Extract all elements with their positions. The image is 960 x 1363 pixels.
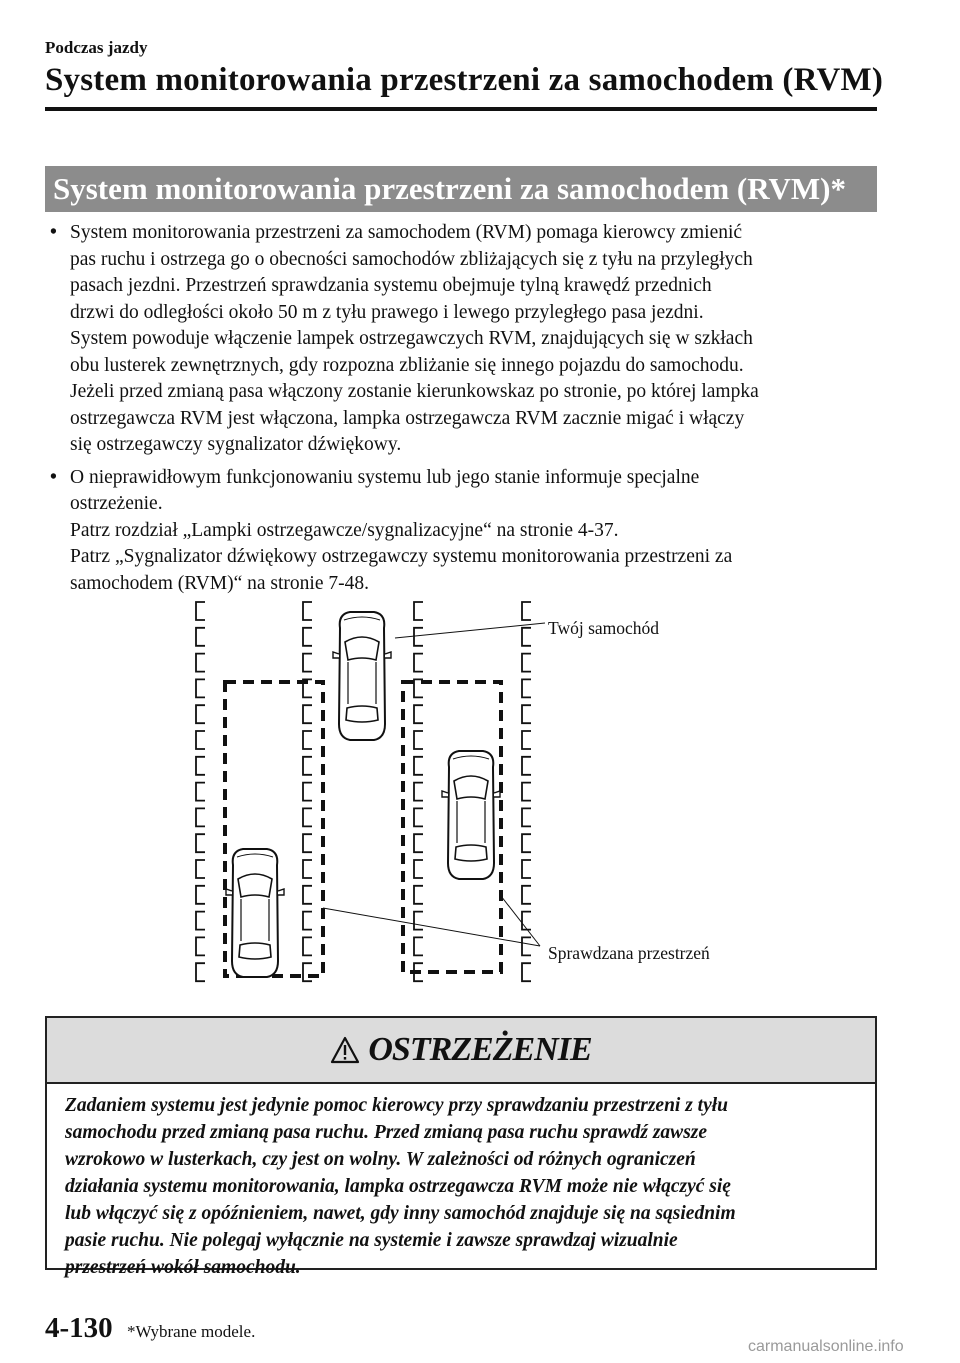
bullet-line: O nieprawidłowym funkcjonowaniu systemu lub jego stanie informuje specjalne — [70, 466, 700, 488]
lane-dash-marker — [522, 602, 531, 620]
bullet-list — [50, 220, 880, 603]
lane-dash-marker — [522, 705, 531, 723]
check-area-callout-line-right — [501, 896, 540, 946]
section-title-bar — [45, 166, 877, 212]
lane-dash-marker — [522, 860, 531, 878]
lane-dash-marker — [414, 654, 423, 672]
lane-dash-marker — [196, 912, 205, 930]
warning-line: lub włączyć się z opóźnieniem, nawet, gdy inny samochód znajduje się na sąsiednim — [65, 1203, 736, 1224]
lane-dash-marker — [303, 860, 312, 878]
warning-line: samochodu przed zmianą pasa ruchu. Przed zmianą pasa ruchu sprawdź zawsze — [65, 1122, 708, 1143]
lane-dash-marker — [303, 937, 312, 955]
car-top-view-icon — [226, 849, 284, 977]
bullet-line: Patrz rozdział „Lampki ostrzegawcze/sygnalizacyjne“ na stronie 4-37. — [70, 519, 619, 541]
lane-dash-marker — [303, 886, 312, 904]
lane-dash-marker — [196, 808, 205, 826]
lane-dash-marker — [303, 654, 312, 672]
lane-dash-marker — [303, 602, 312, 620]
bullet-line: się ostrzegawczy sygnalizator dźwiękowy. — [70, 434, 402, 455]
footnote: *Wybrane modele. — [127, 1322, 256, 1341]
car-top-view-icon — [333, 612, 391, 740]
bullet-item — [50, 220, 880, 459]
lane-dash-marker — [414, 808, 423, 826]
warning-line: przestrzeń wokół samochodu. — [65, 1257, 301, 1278]
lane-dash-marker — [414, 757, 423, 775]
lane-dash-marker — [414, 912, 423, 930]
lane-dash-marker — [522, 628, 531, 646]
page-number: 4-130 — [45, 1312, 113, 1344]
header-section-label: Podczas jazdy — [45, 38, 148, 57]
lane-dash-marker — [303, 705, 312, 723]
bullet-line: Patrz „Sygnalizator dźwiękowy ostrzegawczy systemu monitorowania przestrzeni za — [70, 546, 733, 567]
lane-dash-marker — [196, 679, 205, 697]
lane-dash-marker — [303, 912, 312, 930]
bullet-line: Jeżeli przed zmianą pasa włączony zostanie kierunkowskaz po stronie, po której lampka — [70, 381, 759, 402]
lane-dash-marker — [303, 783, 312, 801]
lane-dash-marker — [522, 963, 531, 981]
warning-triangle-icon — [330, 1036, 360, 1064]
lane-dash-marker — [196, 757, 205, 775]
lane-dash-marker — [196, 886, 205, 904]
lane-dash-marker — [303, 834, 312, 852]
warning-text — [47, 1084, 875, 1281]
rvm-diagram-svg — [0, 590, 960, 1000]
bullet-line: drzwi do odległości około 50 m z tyłu prawego i lewego przyległego pasa jezdni. — [70, 301, 704, 323]
lane-dash-marker — [303, 757, 312, 775]
bullet-line: ostrzegawcza RVM jest włączona, lampka ostrzegawcza RVM zacznie migać i włączy — [70, 407, 745, 429]
bullet-line: pasach jezdni. Przestrzeń sprawdzania systemu obejmuje tylną krawędź przednich — [70, 275, 712, 296]
watermark: carmanualsonline.info — [748, 1338, 904, 1355]
warning-line: wzrokowo w lusterkach, czy jest on wolny. W zależności od różnych ograniczeń — [65, 1149, 696, 1170]
lane-dash-marker — [303, 628, 312, 646]
lane-dash-marker — [522, 731, 531, 749]
lane-dash-marker — [414, 783, 423, 801]
bullet-dot: • — [50, 222, 57, 243]
bullet-line: pas ruchu i ostrzega go o obecności samochodów zbliżających się z tyłu na przyległych — [70, 248, 753, 270]
warning-title: OSTRZEŻENIE — [368, 1031, 592, 1068]
lane-dash-marker — [196, 628, 205, 646]
lane-dash-marker — [414, 628, 423, 646]
lane-dash-marker — [303, 731, 312, 749]
lane-dash-marker — [414, 860, 423, 878]
lane-dash-marker — [414, 886, 423, 904]
own-car-label: Twój samochód — [548, 618, 660, 638]
warning-line: pasie ruchu. Nie polegaj wyłącznie na systemie i zawsze sprawdzaj wizualnie — [65, 1230, 678, 1251]
lane-dash-marker — [522, 679, 531, 697]
warning-line: Zadaniem systemu jest jedynie pomoc kierowcy przy sprawdzaniu przestrzeni z tyłu — [65, 1095, 729, 1116]
lane-dash-marker — [414, 834, 423, 852]
lane-dash-marker — [303, 963, 312, 981]
bullet-line: System powoduje włączenie lampek ostrzegawczych RVM, znajdujących się w szkłach — [70, 328, 753, 349]
lane-dash-marker — [522, 886, 531, 904]
lane-dash-marker — [196, 654, 205, 672]
lane-dash-marker — [522, 937, 531, 955]
bullet-dot: • — [50, 466, 57, 488]
page-title: System monitorowania przestrzeni za samochodem (RVM) — [45, 62, 884, 98]
warning-header — [47, 1018, 875, 1084]
section-title: System monitorowania przestrzeni za samochodem (RVM)* — [53, 171, 846, 206]
lane-dash-marker — [196, 937, 205, 955]
lane-dash-marker — [414, 705, 423, 723]
lane-dash-marker — [196, 783, 205, 801]
bullet-line: System monitorowania przestrzeni za samochodem (RVM) pomaga kierowcy zmienić — [70, 222, 743, 243]
lane-dash-marker — [196, 834, 205, 852]
lane-dash-marker — [303, 808, 312, 826]
bullet-line: obu lusterek zewnętrznych, gdy rozpozna zbliżanie się innego pojazdu do samochodu. — [70, 354, 744, 376]
lane-markers-center-left — [303, 602, 312, 981]
lane-dash-marker — [522, 783, 531, 801]
lane-dash-marker — [522, 757, 531, 775]
lane-dash-marker — [196, 963, 205, 981]
lane-dash-marker — [414, 937, 423, 955]
bullet-line: ostrzeżenie. — [70, 493, 163, 514]
warning-box — [45, 1016, 877, 1278]
lane-dash-marker — [196, 602, 205, 620]
lane-dash-marker — [522, 808, 531, 826]
lane-dash-marker — [196, 731, 205, 749]
rvm-diagram — [0, 590, 960, 1000]
lane-dash-marker — [414, 602, 423, 620]
bullet-line: samochodem (RVM)“ na stronie 7-48. — [70, 572, 369, 594]
check-area-label: Sprawdzana przestrzeń — [548, 943, 710, 963]
header-divider — [45, 107, 877, 111]
warning-line: działania systemu monitorowania, lampka ostrzegawcza RVM może nie włączyć się — [65, 1176, 731, 1197]
check-area-callout-line-left — [323, 908, 540, 946]
bullet-item — [50, 465, 880, 598]
lane-dash-marker — [522, 654, 531, 672]
lane-markers-left — [196, 602, 205, 981]
lane-dash-marker — [522, 834, 531, 852]
lane-dash-marker — [522, 912, 531, 930]
lane-dash-marker — [196, 705, 205, 723]
lane-dash-marker — [196, 860, 205, 878]
lane-dash-marker — [414, 731, 423, 749]
car-top-view-icon — [442, 751, 500, 879]
